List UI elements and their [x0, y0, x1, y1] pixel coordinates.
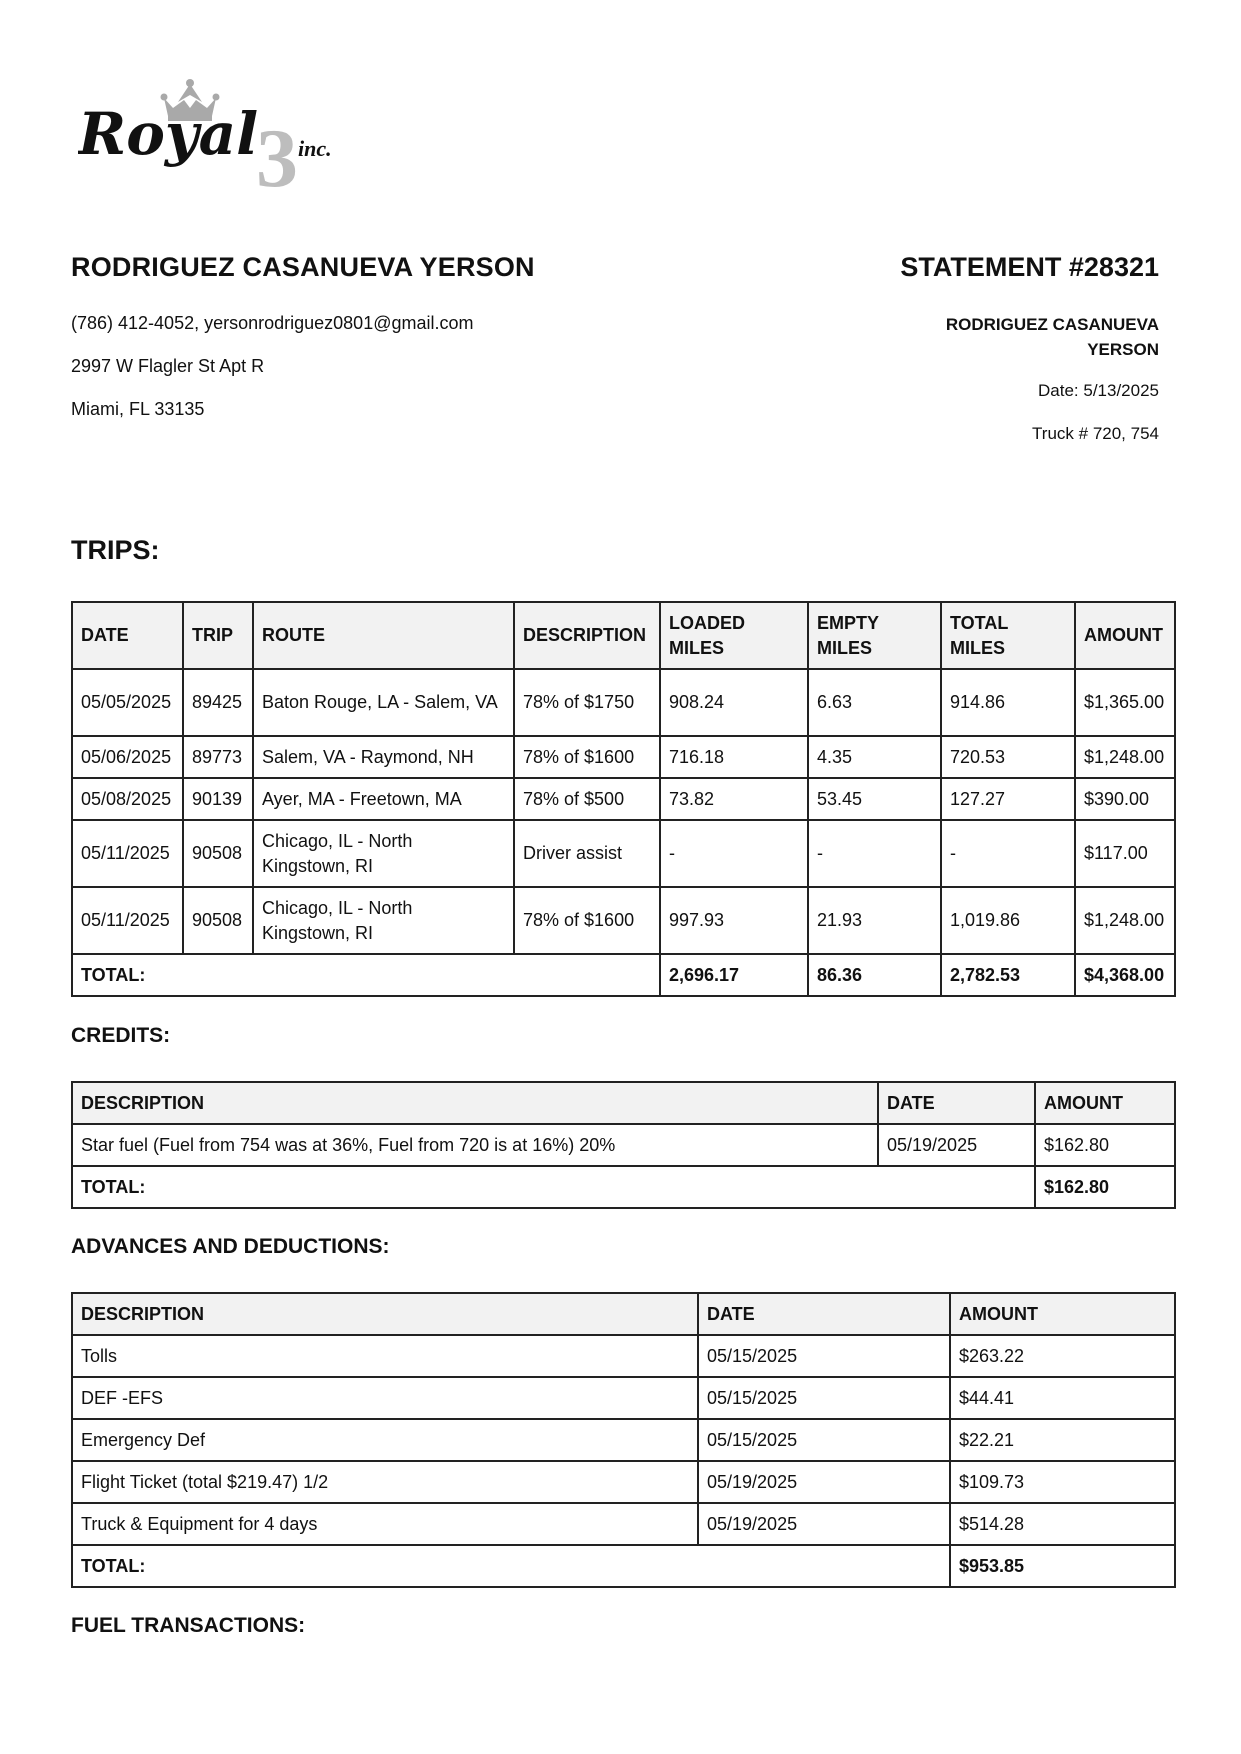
cell-date: 05/05/2025 — [72, 669, 183, 736]
trips-total-label: TOTAL: — [72, 954, 660, 996]
cell-description: 78% of $1600 — [514, 736, 660, 778]
trips-col-total-miles: TOTAL MILES — [941, 602, 1075, 669]
table-row — [72, 1419, 1175, 1461]
cell-amount: $514.28 — [950, 1503, 1175, 1545]
logo-suffix: inc. — [298, 136, 332, 161]
statement-date: Date: 5/13/2025 — [1038, 381, 1159, 400]
deductions-header-row — [72, 1293, 1175, 1335]
trips-total-empty: 86.36 — [808, 954, 941, 996]
cell-total: 720.53 — [941, 736, 1075, 778]
cell-loaded: 716.18 — [660, 736, 808, 778]
cell-date: 05/15/2025 — [698, 1335, 950, 1377]
trips-col-route: ROUTE — [253, 602, 514, 669]
statement-truck: Truck # 720, 754 — [1032, 424, 1159, 443]
cell-description: 78% of $1600 — [514, 887, 660, 954]
trips-total-loaded: 2,696.17 — [660, 954, 808, 996]
deductions-total-label: TOTAL: — [72, 1545, 950, 1587]
cell-loaded: - — [660, 820, 808, 887]
cell-amount: $22.21 — [950, 1419, 1175, 1461]
table-row — [72, 669, 1175, 736]
table-row — [72, 820, 1175, 887]
cell-trip: 90139 — [183, 778, 253, 820]
cell-route: Baton Rouge, LA - Salem, VA — [253, 669, 514, 736]
deductions-heading: ADVANCES AND DEDUCTIONS: — [71, 1235, 390, 1258]
deductions-col-amount: AMOUNT — [950, 1293, 1175, 1335]
cell-description: Star fuel (Fuel from 754 was at 36%, Fuel from 720 is at 16%) 20% — [72, 1124, 878, 1166]
trips-col-amount: AMOUNT — [1075, 602, 1175, 669]
table-row — [72, 1377, 1175, 1419]
cell-amount: $1,365.00 — [1075, 669, 1175, 736]
crown-logo-icon — [78, 78, 378, 190]
logo-numeral: 3 — [256, 112, 298, 190]
cell-loaded: 908.24 — [660, 669, 808, 736]
trips-col-trip: TRIP — [183, 602, 253, 669]
table-row — [72, 1335, 1175, 1377]
cell-trip: 90508 — [183, 820, 253, 887]
cell-description: Flight Ticket (total $219.47) 1/2 — [72, 1461, 698, 1503]
trips-col-description: DESCRIPTION — [514, 602, 660, 669]
trips-total-miles: 2,782.53 — [941, 954, 1075, 996]
cell-description: Driver assist — [514, 820, 660, 887]
trips-heading: TRIPS: — [71, 535, 160, 565]
deductions-total-amount: $953.85 — [950, 1545, 1175, 1587]
cell-date: 05/06/2025 — [72, 736, 183, 778]
cell-amount: $1,248.00 — [1075, 887, 1175, 954]
table-row — [72, 1503, 1175, 1545]
driver-contact: (786) 412-4052, yersonrodriguez0801@gmail.com — [71, 313, 474, 333]
cell-route: Ayer, MA - Freetown, MA — [253, 778, 514, 820]
cell-empty: 53.45 — [808, 778, 941, 820]
cell-route: Salem, VA - Raymond, NH — [253, 736, 514, 778]
cell-total: 914.86 — [941, 669, 1075, 736]
cell-date: 05/19/2025 — [698, 1503, 950, 1545]
cell-date: 05/11/2025 — [72, 887, 183, 954]
cell-route: Chicago, IL - North Kingstown, RI — [253, 820, 514, 887]
cell-trip: 89773 — [183, 736, 253, 778]
credits-header-row — [72, 1082, 1175, 1124]
credits-col-amount: AMOUNT — [1035, 1082, 1175, 1124]
cell-date: 05/15/2025 — [698, 1419, 950, 1461]
table-row — [72, 736, 1175, 778]
credits-total-label: TOTAL: — [72, 1166, 1035, 1208]
cell-total: 1,019.86 — [941, 887, 1075, 954]
credits-heading: CREDITS: — [71, 1024, 171, 1047]
cell-description: Emergency Def — [72, 1419, 698, 1461]
cell-description: Tolls — [72, 1335, 698, 1377]
deductions-table — [71, 1292, 1176, 1588]
cell-amount: $390.00 — [1075, 778, 1175, 820]
statement-title: STATEMENT #28321 — [900, 252, 1159, 282]
trips-total-amount: $4,368.00 — [1075, 954, 1175, 996]
table-row — [72, 1461, 1175, 1503]
cell-date: 05/11/2025 — [72, 820, 183, 887]
cell-total: 127.27 — [941, 778, 1075, 820]
cell-amount: $44.41 — [950, 1377, 1175, 1419]
cell-amount: $263.22 — [950, 1335, 1175, 1377]
fuel-heading: FUEL TRANSACTIONS: — [71, 1614, 306, 1637]
cell-description: 78% of $500 — [514, 778, 660, 820]
cell-route: Chicago, IL - North Kingstown, RI — [253, 887, 514, 954]
cell-empty: 4.35 — [808, 736, 941, 778]
credits-col-date: DATE — [878, 1082, 1035, 1124]
cell-empty: - — [808, 820, 941, 887]
cell-amount: $117.00 — [1075, 820, 1175, 887]
credits-table — [71, 1081, 1176, 1209]
trips-table — [71, 601, 1176, 997]
cell-trip: 90508 — [183, 887, 253, 954]
company-logo — [78, 78, 378, 190]
cell-trip: 89425 — [183, 669, 253, 736]
cell-description: Truck & Equipment for 4 days — [72, 1503, 698, 1545]
trips-header-row — [72, 602, 1175, 669]
cell-description: DEF -EFS — [72, 1377, 698, 1419]
cell-empty: 6.63 — [808, 669, 941, 736]
trips-total-row — [72, 954, 1175, 996]
driver-address-line2: Miami, FL 33135 — [71, 399, 205, 419]
cell-loaded: 73.82 — [660, 778, 808, 820]
cell-amount: $109.73 — [950, 1461, 1175, 1503]
cell-total: - — [941, 820, 1075, 887]
driver-name: RODRIGUEZ CASANUEVA YERSON — [71, 252, 535, 282]
table-row — [72, 1124, 1175, 1166]
driver-address-line1: 2997 W Flagler St Apt R — [71, 356, 265, 376]
credits-total-amount: $162.80 — [1035, 1166, 1175, 1208]
cell-date: 05/19/2025 — [698, 1461, 950, 1503]
credits-col-description: DESCRIPTION — [72, 1082, 878, 1124]
cell-date: 05/15/2025 — [698, 1377, 950, 1419]
cell-amount: $1,248.00 — [1075, 736, 1175, 778]
deductions-col-date: DATE — [698, 1293, 950, 1335]
trips-col-date: DATE — [72, 602, 183, 669]
logo-wordmark: Royal — [78, 100, 259, 168]
table-row — [72, 887, 1175, 954]
cell-description: 78% of $1750 — [514, 669, 660, 736]
deductions-col-description: DESCRIPTION — [72, 1293, 698, 1335]
cell-empty: 21.93 — [808, 887, 941, 954]
cell-date: 05/08/2025 — [72, 778, 183, 820]
cell-loaded: 997.93 — [660, 887, 808, 954]
cell-amount: $162.80 — [1035, 1124, 1175, 1166]
cell-date: 05/19/2025 — [878, 1124, 1035, 1166]
statement-name: RODRIGUEZ CASANUEVA YERSON — [945, 315, 1159, 359]
deductions-total-row — [72, 1545, 1175, 1587]
trips-col-empty-miles: EMPTY MILES — [808, 602, 941, 669]
credits-total-row — [72, 1166, 1175, 1208]
trips-col-loaded-miles: LOADED MILES — [660, 602, 808, 669]
table-row — [72, 778, 1175, 820]
